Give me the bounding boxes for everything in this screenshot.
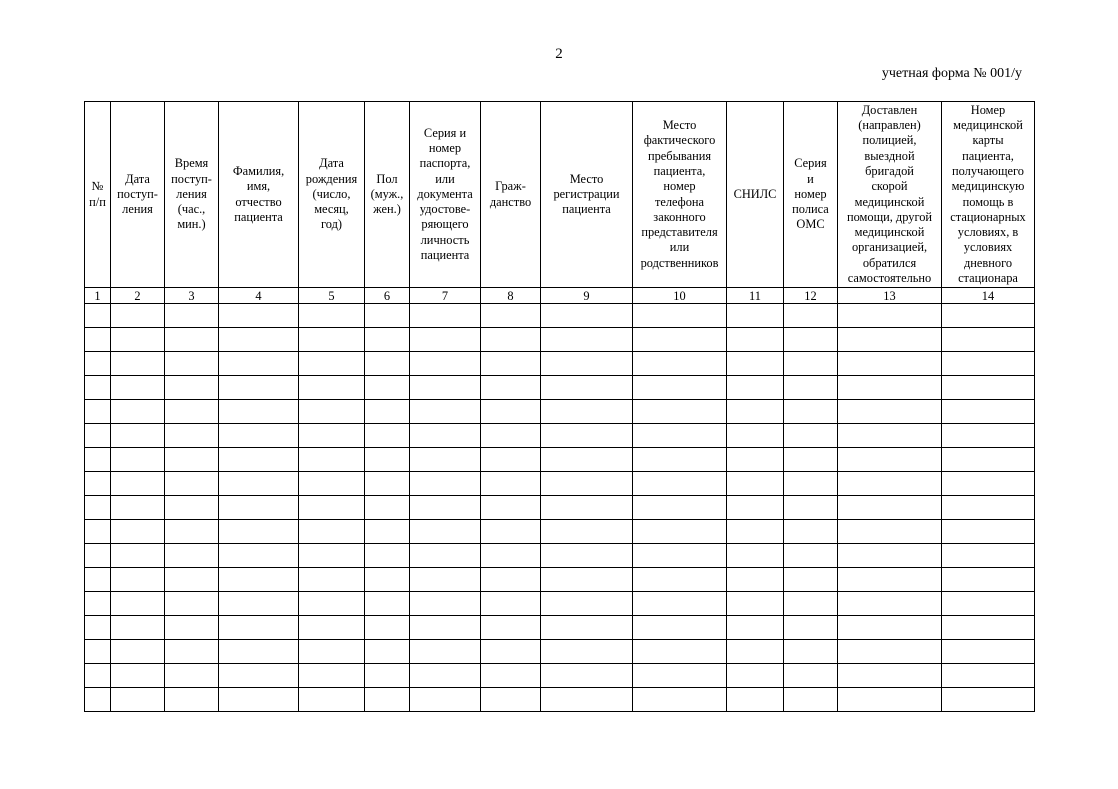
table-cell[interactable] (219, 520, 299, 544)
table-cell[interactable] (633, 520, 727, 544)
table-cell[interactable] (165, 640, 219, 664)
column-number-1: 1 (85, 288, 111, 304)
table-cell[interactable] (299, 640, 365, 664)
table-cell[interactable] (784, 328, 838, 352)
table-cell[interactable] (299, 520, 365, 544)
table-cell[interactable] (219, 592, 299, 616)
table-cell[interactable] (410, 376, 481, 400)
table-row (85, 688, 1035, 712)
table-cell[interactable] (410, 664, 481, 688)
table-cell[interactable] (219, 328, 299, 352)
table-row (85, 352, 1035, 376)
table-cell[interactable] (299, 424, 365, 448)
table-cell[interactable] (365, 400, 410, 424)
table-cell[interactable] (365, 376, 410, 400)
table-cell[interactable] (633, 448, 727, 472)
table-cell[interactable] (410, 592, 481, 616)
table-cell[interactable] (838, 544, 942, 568)
table-cell[interactable] (365, 520, 410, 544)
table-cell[interactable] (838, 400, 942, 424)
column-number-6: 6 (365, 288, 410, 304)
table-cell[interactable] (219, 424, 299, 448)
table-cell[interactable] (481, 640, 541, 664)
table-cell[interactable] (942, 544, 1035, 568)
table-cell[interactable] (633, 544, 727, 568)
table-cell[interactable] (942, 472, 1035, 496)
table-cell[interactable] (541, 424, 633, 448)
table-cell[interactable] (365, 544, 410, 568)
table-cell[interactable] (85, 568, 111, 592)
table-cell[interactable] (165, 616, 219, 640)
table-cell[interactable] (727, 448, 784, 472)
table-cell[interactable] (481, 328, 541, 352)
table-cell[interactable] (481, 304, 541, 328)
table-cell[interactable] (727, 376, 784, 400)
table-cell[interactable] (633, 616, 727, 640)
table-cell[interactable] (365, 448, 410, 472)
column-header-14: Номер медицинской карты пациента, получающего медицинскую помощь в стационарных условиях, в условиях дневного стационара (942, 102, 1035, 288)
table-cell[interactable] (942, 424, 1035, 448)
table-cell[interactable] (541, 352, 633, 376)
table-cell[interactable] (727, 592, 784, 616)
table-cell[interactable] (365, 592, 410, 616)
column-number-10: 10 (633, 288, 727, 304)
table-cell[interactable] (942, 328, 1035, 352)
table-cell[interactable] (365, 664, 410, 688)
table-cell[interactable] (365, 640, 410, 664)
table-cell[interactable] (165, 352, 219, 376)
column-header-5: Дата рождения (число, месяц, год) (299, 102, 365, 288)
table-cell[interactable] (541, 472, 633, 496)
table-cell[interactable] (111, 688, 165, 712)
header-row (85, 102, 1035, 288)
table-cell[interactable] (784, 544, 838, 568)
table-cell[interactable] (633, 352, 727, 376)
column-number-8: 8 (481, 288, 541, 304)
table-cell[interactable] (111, 640, 165, 664)
table-cell[interactable] (481, 424, 541, 448)
table-cell[interactable] (727, 352, 784, 376)
table-cell[interactable] (410, 616, 481, 640)
table-cell[interactable] (299, 400, 365, 424)
table-cell[interactable] (299, 304, 365, 328)
table-cell[interactable] (165, 424, 219, 448)
table-cell[interactable] (219, 304, 299, 328)
table-cell[interactable] (365, 496, 410, 520)
table-row (85, 376, 1035, 400)
table-cell[interactable] (838, 688, 942, 712)
table-cell[interactable] (481, 544, 541, 568)
table-cell[interactable] (219, 448, 299, 472)
table-cell[interactable] (410, 688, 481, 712)
table-cell[interactable] (838, 448, 942, 472)
table-cell[interactable] (111, 400, 165, 424)
table-cell[interactable] (784, 496, 838, 520)
table-cell[interactable] (633, 496, 727, 520)
column-number-12: 12 (784, 288, 838, 304)
table-cell[interactable] (541, 568, 633, 592)
table-cell[interactable] (727, 664, 784, 688)
table-cell[interactable] (481, 592, 541, 616)
table-cell[interactable] (838, 640, 942, 664)
table-cell[interactable] (410, 328, 481, 352)
table-cell[interactable] (299, 448, 365, 472)
table-cell[interactable] (541, 304, 633, 328)
table-cell[interactable] (838, 352, 942, 376)
table-cell[interactable] (85, 688, 111, 712)
table-cell[interactable] (165, 448, 219, 472)
column-header-4: Фамилия, имя, отчество пациента (219, 102, 299, 288)
table-cell[interactable] (165, 304, 219, 328)
table-cell[interactable] (111, 328, 165, 352)
column-number-2: 2 (111, 288, 165, 304)
table-cell[interactable] (410, 520, 481, 544)
table-row (85, 520, 1035, 544)
table-cell[interactable] (219, 568, 299, 592)
table-cell[interactable] (942, 664, 1035, 688)
table-cell[interactable] (727, 688, 784, 712)
table-cell[interactable] (299, 496, 365, 520)
column-number-14: 14 (942, 288, 1035, 304)
table-cell[interactable] (541, 328, 633, 352)
column-number-row (85, 288, 1035, 304)
table-cell[interactable] (299, 592, 365, 616)
table-cell[interactable] (942, 640, 1035, 664)
table-cell[interactable] (784, 592, 838, 616)
column-header-7: Серия и номер паспорта, или документа удостове- ряющего личность пациента (410, 102, 481, 288)
table-row (85, 472, 1035, 496)
table-cell[interactable] (165, 520, 219, 544)
column-header-2: Дата поступ- ления (111, 102, 165, 288)
table-cell[interactable] (410, 496, 481, 520)
table-cell[interactable] (633, 376, 727, 400)
column-header-9: Место регистрации пациента (541, 102, 633, 288)
table-cell[interactable] (111, 664, 165, 688)
table-cell[interactable] (942, 688, 1035, 712)
table-cell[interactable] (481, 520, 541, 544)
table-cell[interactable] (784, 376, 838, 400)
table-cell[interactable] (784, 568, 838, 592)
table-cell[interactable] (165, 568, 219, 592)
table-cell[interactable] (85, 448, 111, 472)
table-cell[interactable] (838, 616, 942, 640)
table-cell[interactable] (784, 688, 838, 712)
table-cell[interactable] (541, 496, 633, 520)
table-cell[interactable] (481, 664, 541, 688)
table-cell[interactable] (784, 616, 838, 640)
table-row (85, 304, 1035, 328)
table-cell[interactable] (727, 544, 784, 568)
table-cell[interactable] (942, 568, 1035, 592)
table-cell[interactable] (85, 640, 111, 664)
table-cell[interactable] (219, 472, 299, 496)
table-cell[interactable] (633, 664, 727, 688)
table-cell[interactable] (784, 448, 838, 472)
table-cell[interactable] (481, 688, 541, 712)
table-cell[interactable] (481, 448, 541, 472)
table-cell[interactable] (838, 520, 942, 544)
table-cell[interactable] (481, 400, 541, 424)
table-cell[interactable] (85, 616, 111, 640)
table-cell[interactable] (481, 376, 541, 400)
table-cell[interactable] (299, 664, 365, 688)
table-cell[interactable] (111, 616, 165, 640)
table-row (85, 544, 1035, 568)
column-number-9: 9 (541, 288, 633, 304)
table-cell[interactable] (85, 328, 111, 352)
table-cell[interactable] (410, 472, 481, 496)
table-cell[interactable] (111, 520, 165, 544)
column-number-7: 7 (410, 288, 481, 304)
table-cell[interactable] (633, 592, 727, 616)
table-cell[interactable] (784, 472, 838, 496)
table-cell[interactable] (727, 304, 784, 328)
table-cell[interactable] (784, 664, 838, 688)
table-cell[interactable] (219, 664, 299, 688)
table-cell[interactable] (633, 472, 727, 496)
table-cell[interactable] (165, 544, 219, 568)
table-cell[interactable] (165, 472, 219, 496)
table-cell[interactable] (481, 496, 541, 520)
table-cell[interactable] (85, 352, 111, 376)
table-row (85, 400, 1035, 424)
table-cell[interactable] (838, 568, 942, 592)
table-cell[interactable] (727, 640, 784, 664)
table-cell[interactable] (85, 496, 111, 520)
column-header-1: № п/п (85, 102, 111, 288)
table-cell[interactable] (541, 616, 633, 640)
table-row (85, 328, 1035, 352)
table-cell[interactable] (838, 376, 942, 400)
table-cell[interactable] (541, 592, 633, 616)
table-cell[interactable] (219, 376, 299, 400)
table-cell[interactable] (85, 472, 111, 496)
table-cell[interactable] (410, 568, 481, 592)
table-cell[interactable] (633, 640, 727, 664)
column-header-10: Место фактического пребывания пациента, номер телефона законного представителя или родственников (633, 102, 727, 288)
table-row (85, 664, 1035, 688)
table-cell[interactable] (219, 640, 299, 664)
table-cell[interactable] (838, 592, 942, 616)
table-cell[interactable] (541, 664, 633, 688)
table-cell[interactable] (727, 568, 784, 592)
column-header-8: Граж- данство (481, 102, 541, 288)
table-row (85, 592, 1035, 616)
table-cell[interactable] (633, 424, 727, 448)
table-cell[interactable] (111, 352, 165, 376)
table-cell[interactable] (727, 424, 784, 448)
table-cell[interactable] (633, 400, 727, 424)
table-cell[interactable] (481, 472, 541, 496)
table-cell[interactable] (541, 376, 633, 400)
table-cell[interactable] (365, 328, 410, 352)
table-cell[interactable] (299, 616, 365, 640)
table-cell[interactable] (541, 448, 633, 472)
table-cell[interactable] (942, 400, 1035, 424)
form-label: учетная форма № 001/у (881, 66, 1022, 81)
table-row (85, 424, 1035, 448)
table-cell[interactable] (85, 544, 111, 568)
table-cell[interactable] (942, 448, 1035, 472)
table-cell[interactable] (727, 616, 784, 640)
table-cell[interactable] (784, 424, 838, 448)
table-row (85, 448, 1035, 472)
table-cell[interactable] (111, 448, 165, 472)
table-cell[interactable] (219, 496, 299, 520)
table-cell[interactable] (111, 472, 165, 496)
table-cell[interactable] (541, 640, 633, 664)
table-cell[interactable] (299, 688, 365, 712)
table-row (85, 496, 1035, 520)
table-cell[interactable] (633, 688, 727, 712)
table-cell[interactable] (838, 472, 942, 496)
table-cell[interactable] (541, 544, 633, 568)
table-cell[interactable] (365, 304, 410, 328)
table-row (85, 616, 1035, 640)
table-cell[interactable] (481, 568, 541, 592)
table-cell[interactable] (299, 376, 365, 400)
table-cell[interactable] (727, 520, 784, 544)
column-number-5: 5 (299, 288, 365, 304)
table-cell[interactable] (165, 376, 219, 400)
table-cell[interactable] (942, 520, 1035, 544)
table-cell[interactable] (165, 664, 219, 688)
table-cell[interactable] (165, 328, 219, 352)
page-number: 2 (555, 46, 563, 62)
table-cell[interactable] (727, 400, 784, 424)
table-cell[interactable] (85, 520, 111, 544)
table-cell[interactable] (365, 472, 410, 496)
column-number-13: 13 (838, 288, 942, 304)
table-cell[interactable] (299, 472, 365, 496)
table-cell[interactable] (85, 592, 111, 616)
table-cell[interactable] (111, 304, 165, 328)
column-header-11: СНИЛС (727, 102, 784, 288)
table-cell[interactable] (784, 400, 838, 424)
table-cell[interactable] (111, 496, 165, 520)
table-cell[interactable] (85, 400, 111, 424)
table-cell[interactable] (410, 448, 481, 472)
table-cell[interactable] (111, 424, 165, 448)
table-cell[interactable] (165, 592, 219, 616)
table-cell[interactable] (784, 304, 838, 328)
table-cell[interactable] (541, 688, 633, 712)
table-cell[interactable] (838, 424, 942, 448)
table-cell[interactable] (85, 424, 111, 448)
column-number-3: 3 (165, 288, 219, 304)
table-cell[interactable] (541, 520, 633, 544)
table-cell[interactable] (111, 376, 165, 400)
table-cell[interactable] (784, 520, 838, 544)
table-cell[interactable] (784, 352, 838, 376)
table-cell[interactable] (942, 304, 1035, 328)
table-cell[interactable] (299, 328, 365, 352)
column-number-11: 11 (727, 288, 784, 304)
column-header-12: Серия и номер полиса ОМС (784, 102, 838, 288)
table-cell[interactable] (838, 304, 942, 328)
table-cell[interactable] (219, 544, 299, 568)
table-cell[interactable] (838, 664, 942, 688)
table-cell[interactable] (410, 304, 481, 328)
table-cell[interactable] (165, 496, 219, 520)
table-cell[interactable] (365, 568, 410, 592)
table-cell[interactable] (365, 688, 410, 712)
table-cell[interactable] (165, 400, 219, 424)
table-cell[interactable] (85, 304, 111, 328)
column-header-13: Доставлен (направлен) полицией, выездной бригадой скорой медицинской помощи, другой медицинской организацией, обратился самостоятельно (838, 102, 942, 288)
table-cell[interactable] (633, 304, 727, 328)
table-cell[interactable] (219, 616, 299, 640)
table-cell[interactable] (633, 568, 727, 592)
table-cell[interactable] (299, 544, 365, 568)
table-cell[interactable] (633, 328, 727, 352)
table-cell[interactable] (838, 496, 942, 520)
column-header-3: Время поступ- ления (час., мин.) (165, 102, 219, 288)
table-cell[interactable] (942, 352, 1035, 376)
table-cell[interactable] (942, 496, 1035, 520)
table-cell[interactable] (784, 640, 838, 664)
table-cell[interactable] (219, 688, 299, 712)
table-cell[interactable] (481, 616, 541, 640)
table-cell[interactable] (541, 400, 633, 424)
table-cell[interactable] (299, 568, 365, 592)
table-cell[interactable] (942, 592, 1035, 616)
table-cell[interactable] (727, 496, 784, 520)
table-cell[interactable] (410, 640, 481, 664)
table-cell[interactable] (942, 616, 1035, 640)
table-cell[interactable] (838, 328, 942, 352)
table-cell[interactable] (410, 544, 481, 568)
table-cell[interactable] (727, 328, 784, 352)
table-cell[interactable] (111, 592, 165, 616)
table-cell[interactable] (365, 352, 410, 376)
column-number-4: 4 (219, 288, 299, 304)
table-cell[interactable] (481, 352, 541, 376)
table-row (85, 568, 1035, 592)
table-cell[interactable] (365, 616, 410, 640)
table-cell[interactable] (365, 424, 410, 448)
table-cell[interactable] (85, 664, 111, 688)
table-cell[interactable] (111, 544, 165, 568)
table-cell[interactable] (85, 376, 111, 400)
table-cell[interactable] (165, 688, 219, 712)
column-header-6: Пол (муж., жен.) (365, 102, 410, 288)
table-cell[interactable] (299, 352, 365, 376)
table-row (85, 640, 1035, 664)
patient-register-table (84, 101, 1035, 712)
table-cell[interactable] (942, 376, 1035, 400)
table-cell[interactable] (410, 352, 481, 376)
table-cell[interactable] (219, 352, 299, 376)
table-cell[interactable] (111, 568, 165, 592)
table-cell[interactable] (727, 472, 784, 496)
table-cell[interactable] (219, 400, 299, 424)
table-cell[interactable] (410, 400, 481, 424)
table-cell[interactable] (410, 424, 481, 448)
